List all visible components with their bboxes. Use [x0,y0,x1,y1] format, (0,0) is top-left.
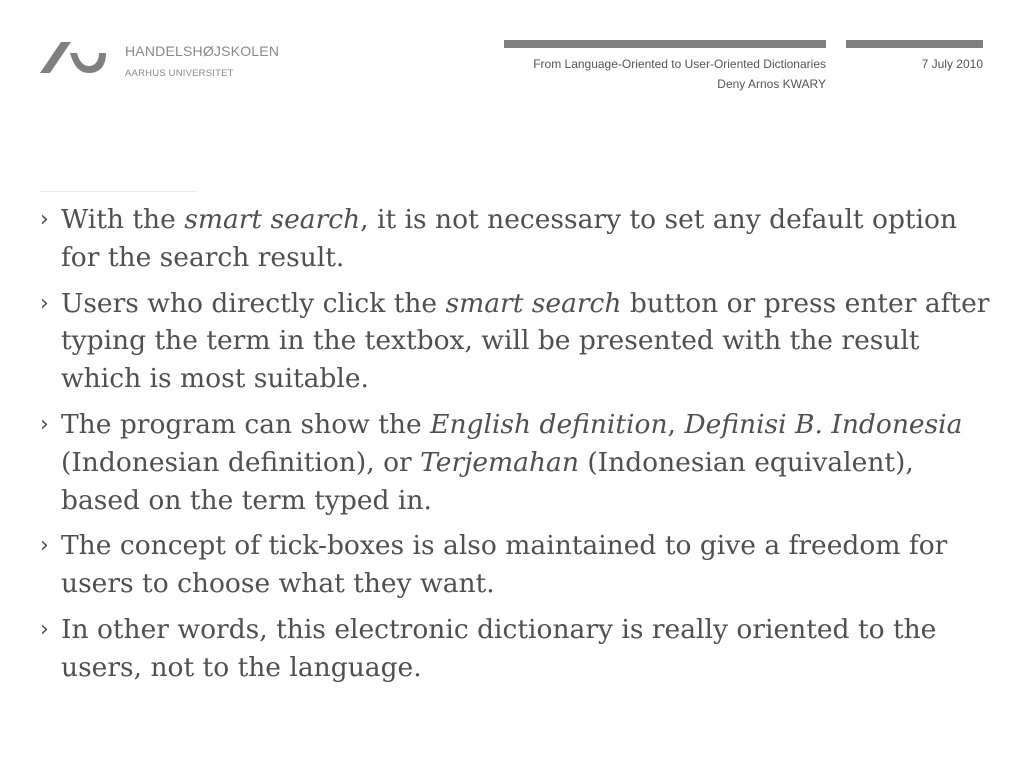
presentation-title: From Language-Oriented to User-Oriented Dictionaries [533,57,826,71]
bullet-text: With the [61,204,185,235]
emphasized-text: smart search [184,204,361,235]
emphasized-text: smart search [445,287,622,319]
bullet-item [40,527,990,603]
bullet-item [40,611,990,687]
bullet-text: (Indonesian equivalent), based on the term typed in. [61,446,914,516]
bullet-text: (Indonesian definition), or [61,446,421,478]
bullet-marker-icon: › [40,207,49,232]
bullet-item [40,285,990,398]
bullet-text: , it is not necessary to set any default option for the search result. [61,204,958,273]
emphasized-text: Definisi B. Indonesia [684,408,963,440]
university-name: AARHUS UNIVERSITET [125,68,234,79]
bullet-text: The concept of tick-boxes is also maintained to give a freedom for users to choose what they want. [61,530,948,600]
bullet-text: , [667,408,685,440]
bullet-item [40,201,990,277]
bullet-text: In other words, this electronic dictionary is really oriented to the users, not to the language. [61,613,937,683]
school-name: HANDELSHØJSKOLEN [125,43,280,59]
header-bar-title [504,40,826,48]
presentation-date: 7 July 2010 [921,57,983,71]
bullet-text: Users who directly click the [61,287,446,319]
title-divider [40,191,197,192]
bullet-list [40,201,990,695]
emphasized-text: English definition [430,408,668,440]
bullet-text: button or press enter after typing the term in the textbox, will be presented with the result which is most suitable. [61,287,990,395]
header-bar-date [846,40,983,48]
bullet-marker-icon: › [40,616,49,642]
presentation-author: Deny Arnos KWARY [717,77,826,91]
bullet-marker-icon: › [40,533,49,559]
bullet-marker-icon: › [40,411,49,437]
bullet-text: The program can show the [61,408,431,440]
au-logo-icon [40,40,108,74]
bullet-item [40,406,990,519]
bullet-marker-icon: › [40,290,49,316]
emphasized-text: Terjemahan [420,446,579,478]
